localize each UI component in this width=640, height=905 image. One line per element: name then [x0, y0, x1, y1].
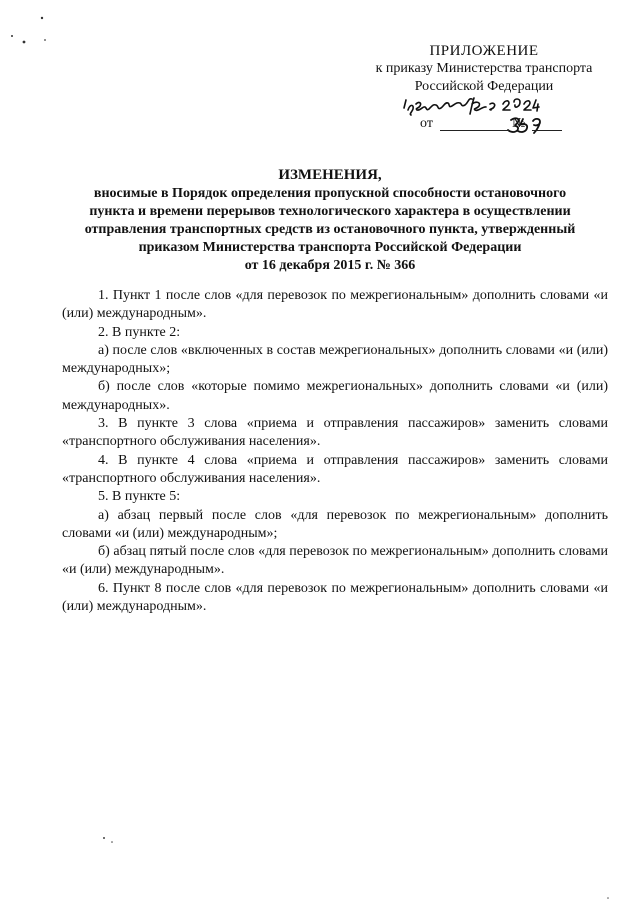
heading-line: пункта и времени перерывов технологического характера в осуществлении [89, 204, 571, 219]
number-blank [532, 130, 562, 131]
date-blank [440, 130, 510, 131]
paragraph: б) после слов «которые помимо межрегиональных» дополнить словами «и (или) международных». [62, 379, 608, 413]
date-number-line [420, 110, 580, 136]
document-heading [60, 166, 600, 275]
heading-line: приказом Министерства транспорта Российской Федерации [138, 240, 522, 255]
paragraph: а) абзац первый после слов «для перевозок по межрегиональным» дополнить словами «и (или) международным»; [62, 507, 608, 541]
paragraph: 6. Пункт 8 после слов «для перевозок по межрегиональным» дополнить словами «и (или) международным». [62, 580, 608, 615]
heading-line: вносимые в Порядок определения пропускной способности остановочного [93, 186, 567, 201]
document-body [62, 287, 608, 616]
paragraph: 2. В пункте 2: [98, 324, 181, 340]
paragraph: 5. В пункте 5: [98, 489, 181, 505]
paragraph: б) абзац пятый после слов «для перевозок по межрегиональным» дополнить словами «и (или) международным». [62, 544, 608, 578]
paragraph: 4. В пункте 4 слова «приема и отправления пассажиров» заменить словами «транспортного обслуживания населения». [62, 452, 608, 486]
appendix-title: ПРИЛОЖЕНИЕ [429, 43, 539, 59]
heading-line: отправления транспортных средств из остановочного пункта, утвержденный [84, 222, 576, 237]
paragraph: а) после слов «включенных в состав межрегиональных» дополнить словами «и (или) международных»; [62, 342, 608, 377]
heading-line: от 16 декабря 2015 г. № 366 [244, 258, 416, 273]
heading-title: ИЗМЕНЕНИЯ, [278, 167, 382, 183]
paragraph: 3. В пункте 3 слова «приема и отправления пассажиров» заменить словами «транспортного обслуживания населения». [62, 416, 608, 450]
number-sign: № [512, 116, 526, 131]
date-prefix: от [420, 116, 433, 131]
paragraph: 1. Пункт 1 после слов «для перевозок по межрегиональным» дополнить словами «и (или) международным». [62, 288, 608, 322]
appendix-line: к приказу Министерства транспорта [375, 61, 593, 76]
appendix-line: Российской Федерации [414, 79, 554, 94]
